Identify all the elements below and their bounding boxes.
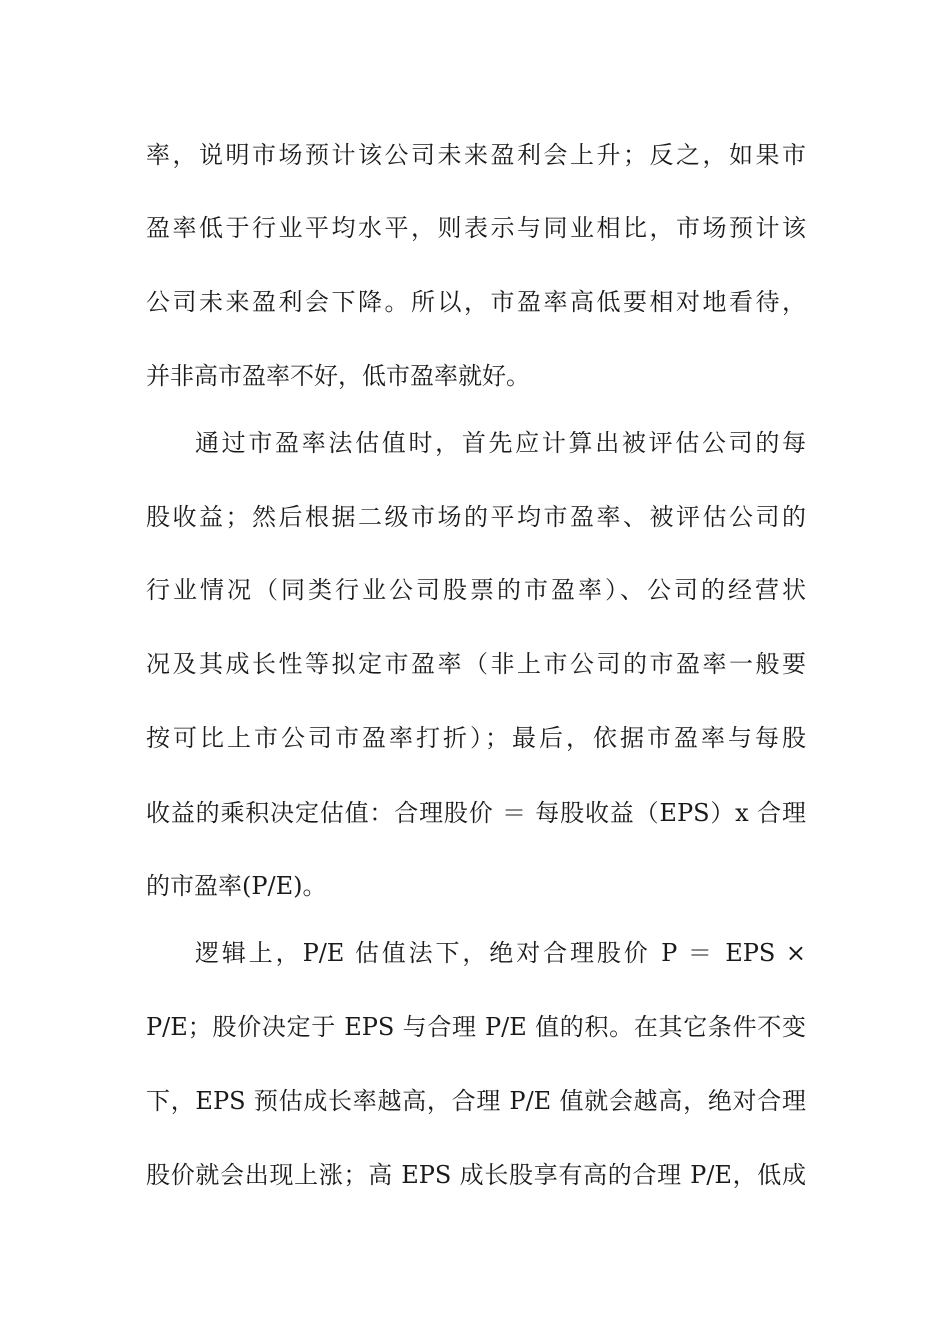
text-line-6: 股收益；然后根据二级市场的平均市盈率、被评估公司的 [146,503,806,531]
text-line-1: 率，说明市场预计该公司未来盈利会上升；反之，如果市 [146,141,806,169]
text-line-9: 按可比上市公司市盈率打折）；最后，依据市盈率与每股 [146,724,806,752]
text-line-3: 公司未来盈利会下降。所以，市盈率高低要相对地看待， [146,288,806,316]
text-line-8: 况及其成长性等拟定市盈率（非上市公司的市盈率一般要 [146,650,806,678]
text-line-5: 通过市盈率法估值时，首先应计算出被评估公司的每 [195,429,806,457]
text-line-2: 盈率低于行业平均水平，则表示与同业相比，市场预计该 [146,214,806,242]
text-line-13: P/E；股价决定于 EPS 与合理 P/E 值的积。在其它条件不变 [146,1013,806,1041]
text-line-12: 逻辑上，P/E 估值法下，绝对合理股价 P ＝ EPS × [195,939,806,967]
text-line-7: 行业情况（同类行业公司股票的市盈率）、公司的经营状 [146,576,806,604]
text-line-4: 并非高市盈率不好，低市盈率就好。 [146,362,530,390]
text-line-14: 下，EPS 预估成长率越高，合理 P/E 值就会越高，绝对合理 [146,1087,806,1115]
text-line-15: 股价就会出现上涨；高 EPS 成长股享有高的合理 P/E，低成 [146,1161,806,1189]
text-line-10: 收益的乘积决定估值：合理股价 ＝ 每股收益（EPS）x 合理 [146,799,806,827]
text-line-11: 的市盈率(P/E)。 [146,872,327,900]
